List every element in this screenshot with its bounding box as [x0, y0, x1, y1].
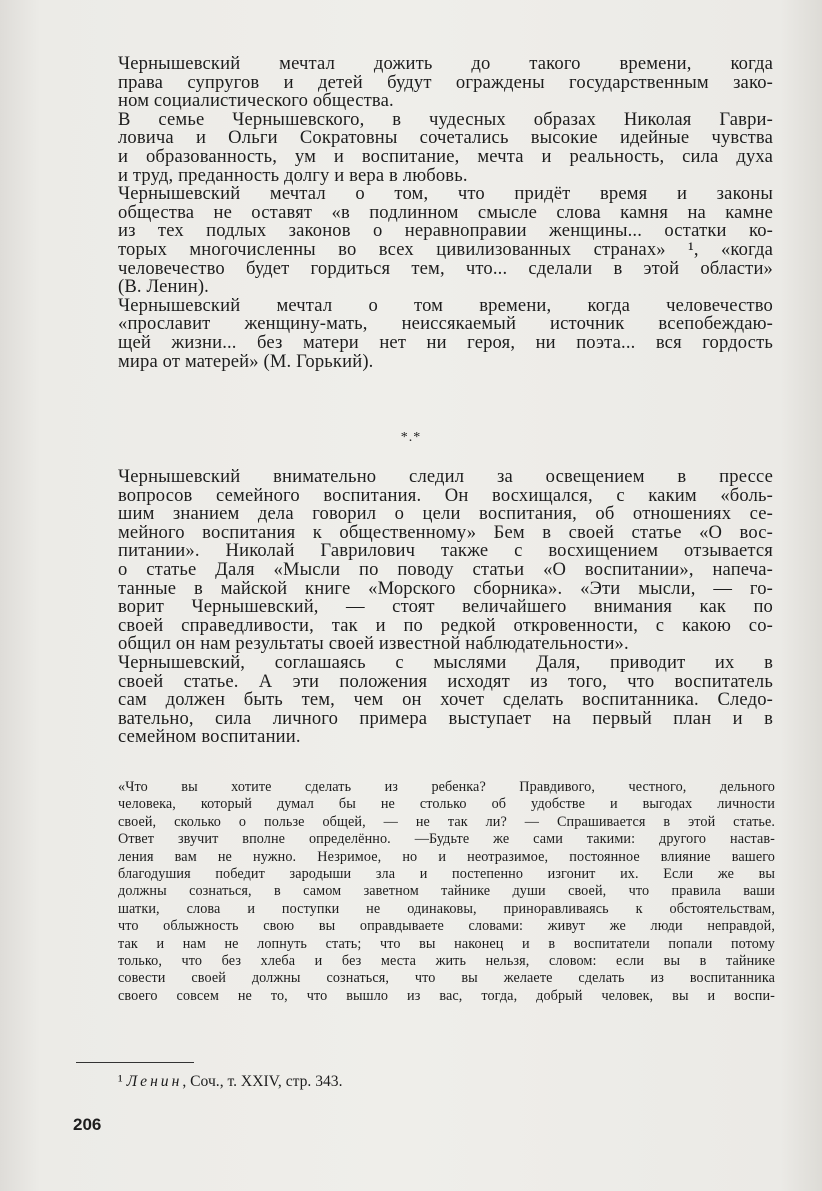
text-line: вательно, сила личного примера выступает на первый план и в — [118, 707, 773, 729]
paragraph — [118, 294, 773, 372]
text-line: человечество будет гордиться тем, что... сделали в этой области» — [118, 257, 773, 279]
paragraph — [118, 108, 773, 186]
text-line: Чернышевский мечтал о том времени, когда человечество — [118, 294, 773, 316]
text-line: щей жизни... без матери нет ни героя, ни поэта... вся гордость — [118, 331, 773, 353]
text-line: и образованность, ум и воспитание, мечта и реальность, сила духа — [118, 145, 773, 167]
quote-line: только, что без хлеба и без места жить нельзя, словом: если вы в тайнике — [118, 952, 775, 969]
quote-line: человека, который думал бы не столько об удобстве и выгодах личности — [118, 796, 775, 813]
text-line: Чернышевский мечтал дожить до такого времени, когда — [118, 53, 773, 74]
text-line: общества не оставят «в подлинном смысле слова камня на камне — [118, 201, 773, 223]
text-line: права супругов и детей будут ограждены государственным зако- — [118, 71, 773, 93]
second-text-block — [118, 468, 773, 747]
text-line: своей справедливости, так и по редкой откровенности, с какою со- — [118, 614, 773, 636]
paragraph — [118, 55, 773, 111]
block-quote — [118, 779, 775, 1005]
paragraph — [118, 185, 773, 297]
quote-line: своего совсем не то, что вышло из вас, тогда, добрый человек, вы и воспи- — [118, 987, 775, 1004]
quote-line: совести своей должны сознаться, что вы желаете сделать из воспитанника — [118, 970, 775, 987]
text-line: Чернышевский мечтал о том, что придёт время и законы — [118, 183, 773, 205]
text-line: ловича и Ольги Сократовны сочетались высокие идейные чувства — [118, 127, 773, 149]
text-line: сам должен быть тем, чем он хочет сделать воспитанника. Следо- — [118, 689, 773, 711]
quote-line: благодушия победит зародыши зла и постепенно изгонит их. Если же вы — [118, 865, 775, 882]
text-line: шим знанием дела говорил о цели воспитания, об отношениях се- — [118, 503, 773, 525]
text-line: вопросов семейного воспитания. Он восхищался, с каким «боль- — [118, 484, 773, 506]
main-text-block — [118, 55, 773, 371]
text-line: из тех подлых законов о неравноправии женщины... остатки ко- — [118, 220, 773, 242]
page-number: 206 — [73, 1115, 102, 1134]
text-line: своей статье. А эти положения исходят из того, что воспитатель — [118, 670, 773, 692]
text-line: танные в майской книге «Морского сборника». «Эти мысли, — го- — [118, 577, 773, 599]
footnote-author: Ленин — [126, 1073, 183, 1090]
quote-line: шатки, слова и поступки не одинаковы, приноравливаясь к обстоятельствам, — [118, 900, 775, 917]
text-line: Чернышевский внимательно следил за освещением в прессе — [118, 466, 773, 487]
quote-line: Ответ звучит вполне определённо. —Будьте же сами такими: другого настав- — [118, 831, 775, 848]
footnote-divider — [76, 1062, 194, 1063]
text-line: и труд, преданность долгу и вера в любовь. — [118, 164, 468, 186]
text-line: «прославит женщину-мать, неиссякаемый источник всепобеждаю- — [118, 313, 773, 335]
text-line: ворит Чернышевский, — стоят величайшего внимания как по — [118, 596, 773, 618]
text-line: ном социалистического общества. — [118, 90, 394, 112]
text-line: мира от матерей» (М. Горький). — [118, 350, 374, 372]
paragraph — [118, 468, 773, 654]
text-line: мейного воспитания к общественному» Бем в своей статье «О вос- — [118, 521, 773, 543]
footnote-marker: ¹ — [118, 1073, 123, 1090]
section-ornament: *.* — [400, 430, 422, 445]
text-line: Чернышевский, соглашаясь с мыслями Даля, приводит их в — [118, 651, 773, 673]
quote-line: так и нам не лопнуть стать; что вы наконец и в воспитатели попали потому — [118, 935, 775, 952]
quote-line: должны сознаться, в самом заветном тайнике души своей, что правила ваши — [118, 883, 775, 900]
text-line: питании». Николай Гаврилович также с восхищением отзывается — [118, 540, 773, 562]
text-line: о статье Даля «Мысли по поводу статьи «О воспитании», напеча- — [118, 558, 773, 580]
text-line: (В. Ленин). — [118, 276, 209, 298]
paragraph — [118, 651, 773, 748]
quote-line: ления вам не нужно. Незримое, но и неотразимое, постоянное влияние вашего — [118, 848, 775, 865]
text-line: общил он нам результаты своей известной наблюдательности». — [118, 633, 629, 655]
quote-line: своей, сколько о пользе общей, — не так ли? — Спрашивается в этой статье. — [118, 813, 775, 830]
quote-line: «Что вы хотите сделать из ребенка? Правдивого, честного, дельного — [118, 779, 775, 795]
text-line: семейном воспитании. — [118, 726, 301, 748]
footnote — [118, 1073, 343, 1091]
quote-line: что облыжность свою вы оправдываете словами: живут же люди неправдой, — [118, 918, 775, 935]
footnote-source: , Соч., т. XXIV, стр. 343. — [182, 1073, 343, 1090]
text-line: торых многочисленны во всех цивилизованных странах» ¹, «когда — [118, 238, 773, 260]
text-line: В семье Чернышевского, в чудесных образах Николая Гаври- — [118, 108, 773, 130]
